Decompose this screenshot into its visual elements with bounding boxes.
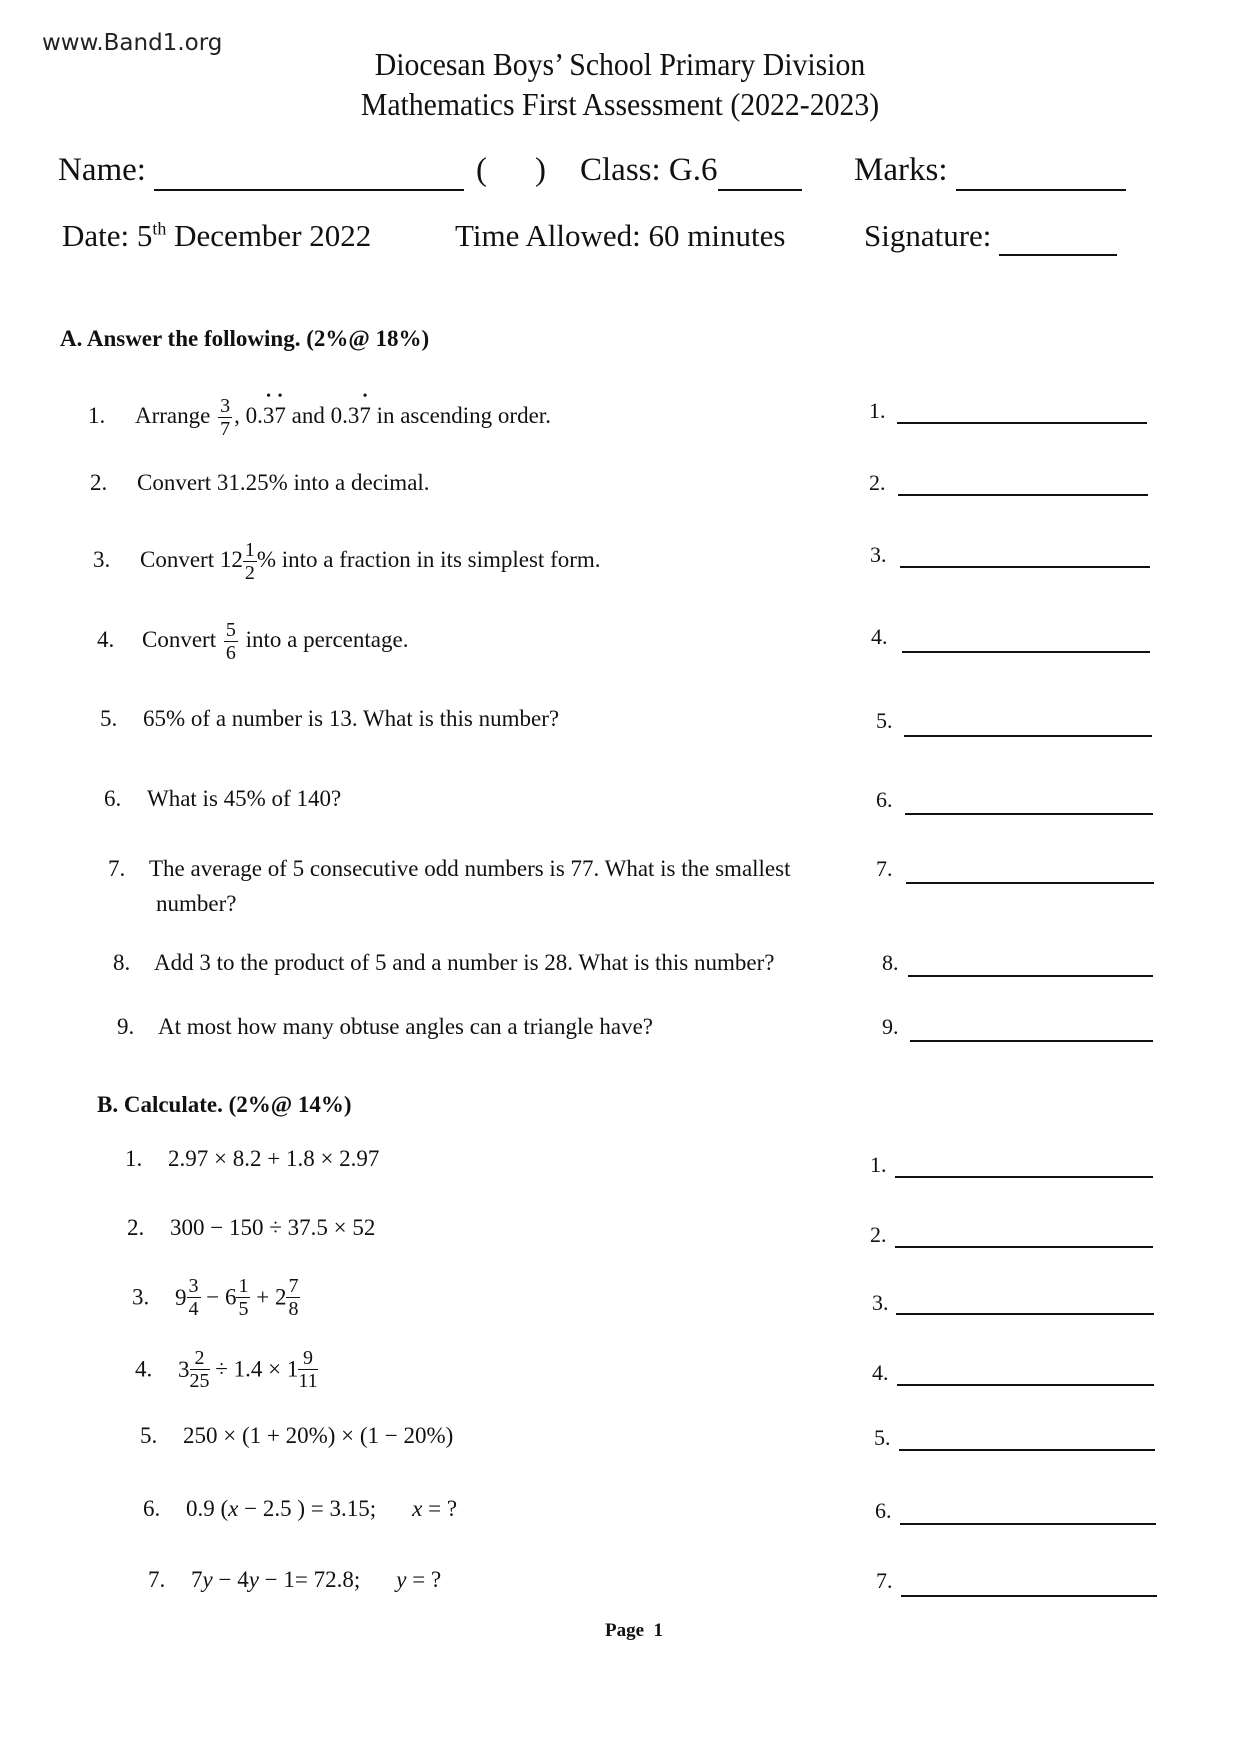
numerator: 1 [244,539,255,561]
question-text: Convert 12 [140,546,243,572]
section-b-heading: B. Calculate. (2%@ 14%) [97,1092,352,1117]
answer-label-a3: 3. [870,542,887,567]
answer-label-a4: 4. [871,624,888,649]
answer-label-a9: 9. [882,1014,899,1039]
answer-label-b3: 3. [872,1290,889,1315]
denominator: 11 [298,1370,318,1392]
expression-part: − 4 [212,1567,249,1592]
question-text: Convert 31.25% into a decimal. [137,470,430,495]
question-b3 [132,1276,300,1319]
expression [191,1567,441,1592]
expression-part: 0.9 ( [186,1496,229,1521]
question-number: 9. [117,1014,135,1039]
question-text: % into a fraction in its simplest form. [256,546,601,572]
whole-number: 9 [175,1284,187,1310]
expression-part: − 1= 72.8; [258,1567,361,1592]
variable: y [248,1567,259,1592]
question-a4 [97,620,408,663]
answer-line-b3[interactable] [896,1313,1154,1315]
question-number: 1. [125,1146,143,1171]
numerator: 1 [238,1275,249,1297]
question-a2 [90,470,430,496]
question-number: 8. [113,950,131,975]
answer-line-a9[interactable] [910,1040,1153,1042]
operator: ÷ 1.4 × 1 [215,1356,299,1382]
expression [186,1496,457,1521]
class-number-paren[interactable] [476,152,546,189]
answer-label-a6: 6. [876,787,893,812]
class-label: Class: G.6 [580,152,718,188]
question-text: and 0.3 [285,402,360,428]
answer-label-b6: 6. [875,1498,892,1523]
answer-label-b7: 7. [876,1568,893,1593]
denominator: 8 [288,1298,299,1320]
question-number: 6. [143,1496,161,1521]
question-number: 7. [108,856,126,881]
answer-label-a2: 2. [869,470,886,495]
question-b7 [148,1567,441,1593]
answer-line-b4[interactable] [897,1384,1154,1386]
question-number: 2. [90,470,108,495]
answer-line-a5[interactable] [904,735,1152,737]
answer-line-a3[interactable] [900,566,1150,568]
answer-label-a7: 7. [876,856,893,881]
whole-number: 3 [178,1356,190,1382]
expression: 300 − 150 ÷ 37.5 × 52 [170,1215,376,1240]
numerator: 9 [298,1348,317,1370]
variable: y [396,1567,407,1592]
marks-field[interactable] [854,152,1126,191]
denominator: 5 [238,1298,249,1320]
question-text: , 0. [234,402,263,428]
class-field[interactable] [580,152,802,191]
answer-line-a1[interactable] [897,422,1147,424]
answer-line-a2[interactable] [898,494,1148,496]
expression-part: = ? [406,1567,442,1592]
question-number: 4. [97,626,115,652]
numerator: 3 [220,395,231,417]
question-number: 1. [88,402,106,428]
page-number: Page 1 [605,1620,664,1641]
signature-blank[interactable] [999,218,1117,256]
variable: x [412,1496,423,1521]
question-b2 [127,1215,375,1241]
question-text: What is 45% of 140? [147,786,342,811]
question-b1 [125,1146,379,1172]
operator: − 6 [206,1284,237,1310]
question-text: in ascending order. [370,402,551,428]
question-number: 3. [132,1284,150,1310]
question-text: Convert [142,626,217,652]
assessment-title: Mathematics First Assessment (2022-2023) [360,86,880,122]
denominator: 4 [188,1298,199,1320]
question-number: 5. [140,1423,158,1448]
question-text: At most how many obtuse angles can a triangle have? [158,1014,653,1039]
operator: + 2 [256,1284,287,1310]
numerator: 7 [288,1275,299,1297]
question-a6 [104,786,341,812]
signature-label: Signature: [864,218,992,253]
numerator: 3 [188,1275,199,1297]
answer-label-b5: 5. [874,1425,891,1450]
fraction [190,1348,210,1391]
answer-line-a7[interactable] [906,882,1154,884]
answer-label-a5: 5. [876,708,893,733]
answer-label-b2: 2. [870,1222,887,1247]
recurring-digit: • 7 [274,403,286,429]
question-a3 [93,540,601,583]
answer-label-b1: 1. [870,1152,887,1177]
question-a1 [88,396,551,439]
date-superscript: th [152,218,167,239]
marks-label: Marks: [854,152,948,188]
answer-line-a6[interactable] [905,813,1153,815]
numerator: 2 [190,1348,210,1370]
paren-open: ( [476,152,487,188]
question-text: Arrange [135,402,211,428]
class-blank[interactable] [718,152,802,191]
question-text: Add 3 to the product of 5 and a number is 28. What is this number? [154,950,775,975]
denominator: 2 [244,562,255,584]
expression-part: − 2.5 ) = 3.15; [238,1496,377,1521]
answer-label-a1: 1. [869,398,886,423]
name-blank[interactable] [154,152,464,191]
question-text: into a percentage. [245,626,409,652]
question-number: 3. [93,546,111,572]
question-a8 [113,950,774,976]
expression: 250 × (1 + 20%) × (1 − 20%) [183,1423,454,1448]
recurring-digit: • 3 [263,403,275,429]
question-a7 [108,856,790,882]
question-number: 7. [148,1567,166,1592]
question-b4 [135,1348,318,1391]
denominator: 25 [189,1370,210,1392]
name-label: Name: [58,152,146,188]
time-allowed: Time Allowed: 60 minutes [455,218,786,253]
expression-part: = ? [422,1496,458,1521]
question-b5 [140,1423,453,1449]
fraction [187,1276,201,1319]
fraction [286,1276,300,1319]
denominator: 6 [225,642,236,664]
question-a7-continued: number? [156,891,237,916]
answer-line-b6[interactable] [900,1523,1156,1525]
variable: y [202,1567,213,1592]
expression-part: 7 [191,1567,203,1592]
question-number: 4. [135,1356,153,1382]
recurring-digit: • 7 [359,403,371,429]
section-a-heading: A. Answer the following. (2%@ 18%) [60,326,430,351]
answer-line-b5[interactable] [899,1449,1155,1451]
date-rest: December 2022 [166,218,372,253]
fraction [243,540,257,583]
answer-line-b1[interactable] [895,1176,1153,1178]
question-text: The average of 5 consecutive odd numbers is 77. What is the smallest [149,856,791,881]
date-label: Date: 5 [62,218,153,253]
answer-line-b7[interactable] [901,1595,1157,1597]
paren-close: ) [535,152,546,188]
question-text: 65% of a number is 13. What is this number? [143,706,560,731]
fraction [218,396,232,439]
fraction [298,1348,317,1391]
question-number: 2. [127,1215,145,1240]
variable: x [228,1496,239,1521]
question-a5 [100,706,559,732]
expression: 2.97 × 8.2 + 1.8 × 2.97 [168,1146,380,1171]
marks-blank[interactable] [956,152,1126,191]
question-b6 [143,1496,457,1522]
question-number: 5. [100,706,118,731]
answer-line-a8[interactable] [908,975,1153,977]
answer-label-b4: 4. [872,1360,889,1385]
date-text [62,218,371,254]
answer-label-a8: 8. [882,950,899,975]
question-a9 [117,1014,653,1040]
fraction [224,620,238,663]
denominator: 7 [220,418,231,440]
fraction [236,1276,250,1319]
signature-field[interactable] [864,218,1117,256]
name-field[interactable] [58,152,464,191]
watermark-text: www.Band1.org [42,30,223,56]
answer-line-b2[interactable] [895,1246,1153,1248]
answer-line-a4[interactable] [902,651,1150,653]
numerator: 5 [225,619,236,641]
school-title: Diocesan Boys’ School Primary Division [374,46,866,82]
question-number: 6. [104,786,122,811]
